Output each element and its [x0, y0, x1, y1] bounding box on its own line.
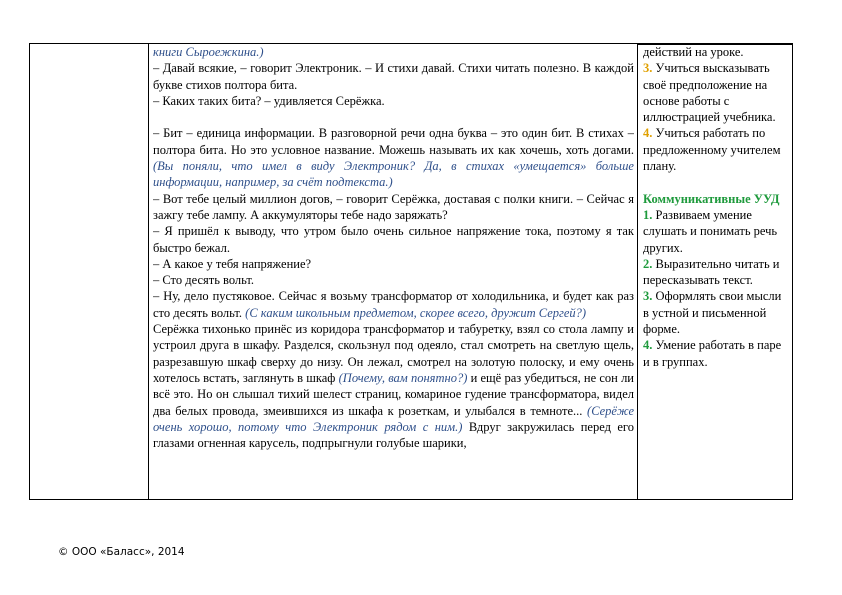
uud-item	[643, 337, 789, 370]
table-column-text	[149, 44, 638, 499]
divider	[638, 44, 792, 45]
uud-number: 2.	[643, 256, 653, 271]
uud-text: Развиваем умение слушать и понимать речь других.	[643, 207, 778, 255]
spacer	[643, 174, 789, 190]
uud-text: Выразительно читать и пересказывать текст.	[643, 256, 780, 288]
paragraph-text: Вдруг закружилась перед его глазами огненная карусель, подпрыгнули голубые шарики,	[153, 419, 634, 451]
uud-item	[643, 125, 789, 174]
uud-continued: действий на уроке.	[643, 45, 744, 59]
paragraph: – А какое у тебя напряжение?	[153, 256, 312, 271]
table-column-uud	[638, 44, 792, 499]
paragraph-text: – Бит – единица информации. В разговорной речи одна буква – это один бит. В стихах – полтора бита. Но это условное название. Можешь называть их как хочешь, хоть догами.	[153, 126, 634, 157]
paragraph: – Сто десять вольт.	[153, 273, 255, 288]
uud-number: 3.	[643, 289, 653, 304]
uud-number: 1.	[643, 207, 653, 222]
teacher-comment: (Серёже очень хорошо, потому что Электроник рядом с ним.)	[153, 403, 634, 434]
spacer	[153, 109, 634, 125]
paragraph: – Я пришёл к выводу, что утром было очень сильное напряжение тока, поэтому я так быстро бежал.	[153, 224, 634, 255]
uud-section-title: Коммуникативные УУД	[643, 191, 780, 206]
paragraph: – Вот тебе целый миллион догов, – говорит Серёжка, доставая с полки книги. – Сейчас я зажгу тебе лампу. А аккумуляторы тебе надо заряжать?	[153, 191, 634, 222]
uud-number: 3.	[643, 61, 653, 76]
paragraph-text: и ещё раз убедиться, не сон ли всё это. Но он слышал тихий шелест страниц, комариное гудение трансформатора, видел два белых провода, змеившихся из шкафа к розеткам, и улыбался в темноте...	[153, 370, 634, 418]
uud-number: 4.	[643, 338, 653, 353]
teacher-question: (Почему, вам понятно?)	[338, 370, 468, 385]
uud-text: Умение работать в паре и в группах.	[643, 338, 782, 369]
uud-number: 4.	[643, 126, 653, 141]
paragraph	[153, 288, 634, 321]
paragraph: – Каких таких бита? – удивляется Серёжка.	[153, 93, 385, 108]
uud-item	[643, 60, 789, 125]
paragraph-caption: книги Сыроежкина.)	[153, 45, 264, 59]
paragraph-text: – Ну, дело пустяковое. Сейчас я возьму трансформатор от холодильника, и будет как раз сто десять вольт.	[153, 289, 634, 320]
uud-text: Оформлять свои мысли в устной и письменной форме.	[643, 289, 782, 337]
table-column-empty	[30, 44, 149, 499]
uud-item	[643, 256, 789, 289]
paragraph	[153, 125, 634, 190]
lesson-table	[29, 43, 793, 500]
paragraph: – Давай всякие, – говорит Электроник. – И стихи давай. Стихи читать полезно. В каждой букве стихов полтора бита.	[153, 61, 634, 92]
teacher-question: (Вы поняли, что имел в виду Электроник? Да, в стихах «умещается» больше информации, например, за счёт подтекста.)	[153, 159, 634, 190]
uud-text: Учиться работать по предложенному учителем плану.	[643, 126, 781, 174]
uud-item	[643, 207, 789, 256]
paragraph-text: Серёжка тихонько принёс из коридора трансформатор и табуретку, взял со стола лампу и устроил друга в шкафу. Разделся, скользнул под одеяло, стал смотреть на светлую щель, разрезавшую шкаф сверху до низу. Он лежал, смотрел на золотую полоску, и ему очень хотелось встать, заглянуть в шкаф	[153, 322, 634, 385]
uud-text: Учиться высказывать своё предположение на основе работы с иллюстрацией учебника.	[643, 61, 776, 125]
uud-item	[643, 288, 789, 337]
copyright-footer: © ООО «Баласс», 2014	[58, 546, 185, 558]
paragraph	[153, 321, 634, 451]
teacher-question: (С каким школьным предметом, скорее всего, дружит Сергей?)	[245, 305, 587, 320]
